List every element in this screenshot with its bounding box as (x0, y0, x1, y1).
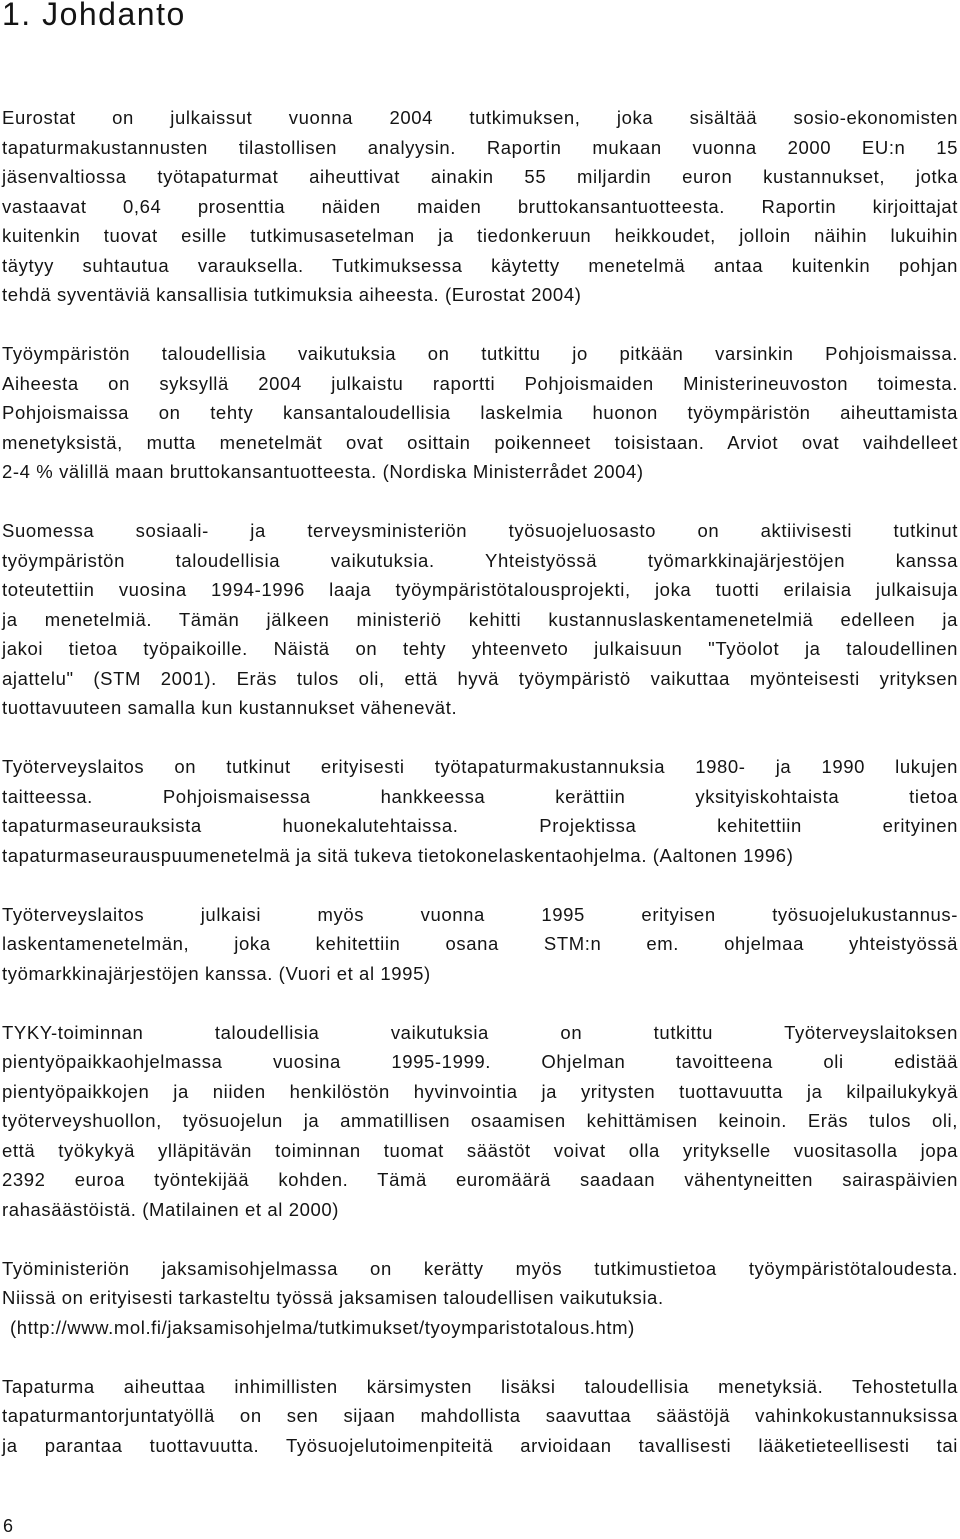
text-line: Suomessa sosiaali- ja terveysministeriön työsuojeluosasto on aktiivisesti tutkinut (2, 520, 958, 541)
paragraph (2, 1254, 958, 1343)
text-line: Niissä on erityisesti tarkasteltu työssä jaksamisen taloudellisen vaikutuksia. (2, 1287, 664, 1308)
text-line: tapaturmaseurauspuumenetelmä ja sitä tukeva tietokonelaskentaohjelma. (Aaltonen 1996) (2, 844, 794, 866)
text-line: ja parantaa tuottavuutta. Työsuojelutoimenpiteitä arvioidaan tavallisesti lääketieteellisesti tai (2, 1434, 958, 1456)
section-heading: 1. Johdanto (2, 0, 186, 32)
text-line: ajattelu" (STM 2001). Eräs tulos oli, että hyvä työympäristö vaikuttaa myönteisesti yrityksen (2, 667, 958, 689)
text-line: kuitenkin tuovat esille tutkimusasetelman ja tiedonkeruun heikkoudet, jolloin näihin lukuihin (2, 225, 958, 246)
paragraph (2, 1372, 958, 1461)
text-line: taitteessa. Pohjoismaisessa hankkeessa kerättiin yksityiskohtaista tietoa (2, 785, 958, 807)
paragraph (2, 516, 958, 723)
text-line: tuottavuuteen samalla kun kustannukset vähenevät. (2, 697, 458, 718)
paragraph (2, 1018, 958, 1225)
text-line: Aiheesta on syksyllä 2004 julkaistu raportti Pohjoismaiden Ministerineuvoston toimesta. (2, 372, 958, 394)
paragraph (2, 752, 958, 870)
text-line: laskentamenetelmän, joka kehitettiin osana STM:n em. ohjelmaa yhteistyössä (2, 933, 958, 954)
paragraph (2, 900, 958, 989)
text-line: pientyöpaikkaohjelmassa vuosina 1995-1999. Ohjelman tavoitteena oli edistää (2, 1051, 958, 1072)
text-line: tapaturmaseurauksista huonekalutehtaissa. Projektissa kehitettiin erityinen (2, 815, 958, 836)
text-line: työmarkkinajärjestöjen kanssa. (Vuori et al 1995) (2, 962, 431, 984)
text-line: vastaavat 0,64 prosenttia näiden maiden bruttokansantuotteesta. Raportin kirjoittajat (2, 195, 958, 217)
text-line: Tapaturma aiheuttaa inhimillisten kärsimysten lisäksi taloudellisia menetyksiä. Tehostetulla (2, 1375, 958, 1397)
text-line: jakoi tietoa työpaikoille. Näistä on tehty yhteenveto julkaisuun "Työolot ja taloudellinen (2, 638, 958, 659)
text-line: tapaturmakustannusten tilastollisen analyysin. Raportin mukaan vuonna 2000 EU:n 15 (2, 136, 958, 158)
text-line: toteutettiin vuosina 1994-1996 laaja työympäristötalousprojekti, joka tuotti erilaisia julkaisuja (2, 579, 958, 600)
text-line: rahasäästöistä. (Matilainen et al 2000) (2, 1198, 340, 1220)
text-line: pientyöpaikkojen ja niiden henkilöstön hyvinvointia ja yritysten tuottavuutta ja kilpailukykyä (2, 1080, 958, 1102)
text-line: täytyy suhtautua varauksella. Tutkimuksessa käytetty menetelmä antaa kuitenkin pohjan (2, 254, 958, 276)
text-line: 2392 euroa työntekijää kohden. Tämä euromäärä saadaan vähentyneitten sairaspäivien (2, 1169, 958, 1190)
text-line: tapaturmantorjuntatyöllä on sen sijaan mahdollista saavuttaa säästöjä vahinkokustannuksissa (2, 1405, 958, 1426)
text-line: Työterveyslaitos julkaisi myös vuonna 1995 erityisen työsuojelukustannus- (2, 903, 958, 925)
text-line: menetyksistä, mutta menetelmät ovat osittain poikenneet toisistaan. Arviot ovat vaihdelleet (2, 431, 958, 453)
text-line: jäsenvaltiossa työtapaturmat aiheuttivat ainakin 55 miljardin euron kustannukset, jotka (2, 166, 958, 187)
text-line: TYKY-toiminnan taloudellisia vaikutuksia on tutkittu Työterveyslaitoksen (2, 1021, 958, 1043)
text-line: ja menetelmiä. Tämän jälkeen ministeriö kehitti kustannuslaskentamenetelmiä edelleen ja (2, 608, 958, 630)
text-line: Työministeriön jaksamisohjelmassa on kerätty myös tutkimustietoa työympäristötaloudesta. (2, 1257, 958, 1279)
paragraph (2, 103, 958, 310)
text-line: tehdä syventäviä kansallisia tutkimuksia aiheesta. (Eurostat 2004) (2, 284, 582, 305)
text-line: työterveyshuollon, työsuojelun ja ammatillisen osaamisen kehittämisen keinoin. Eräs tulos oli, (2, 1110, 958, 1131)
text-line: 2-4 % välillä maan bruttokansantuotteesta. (Nordiska Ministerrådet 2004) (2, 461, 644, 482)
text-line: Työterveyslaitos on tutkinut erityisesti työtapaturmakustannuksia 1980- ja 1990 lukujen (2, 756, 958, 777)
page-number: 6 (3, 1516, 14, 1536)
text-line: Työympäristön taloudellisia vaikutuksia on tutkittu jo pitkään varsinkin Pohjoismaissa. (2, 343, 958, 364)
text-line: työympäristön taloudellisia vaikutuksia. Yhteistyössä työmarkkinajärjestöjen kanssa (2, 549, 958, 571)
text-line: Eurostat on julkaissut vuonna 2004 tutkimuksen, joka sisältää sosio-ekonomisten (2, 107, 958, 128)
document-body (2, 103, 958, 1490)
text-line: Pohjoismaissa on tehty kansantaloudellisia laskelmia huonon työympäristön aiheuttamista (2, 402, 958, 423)
paragraph (2, 339, 958, 487)
text-line: (http://www.mol.fi/jaksamisohjelma/tutkimukset/tyoymparistotalous.htm) (10, 1316, 635, 1338)
text-line: että työkykyä ylläpitävän toiminnan tuomat säästöt voivat olla yritykselle vuositasolla jopa (2, 1139, 958, 1161)
